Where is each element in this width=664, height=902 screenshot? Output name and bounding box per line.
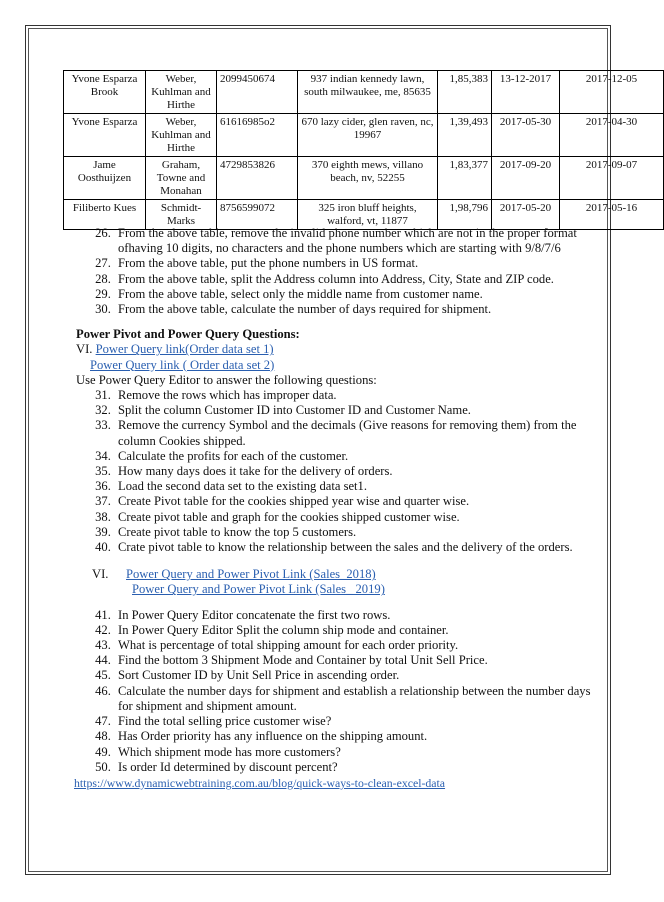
question-item: 29. From the above table, select only the middle name from customer name. — [114, 287, 600, 302]
question-item: 50. Is order Id determined by discount percent? — [114, 760, 600, 775]
table-cell-order-date: 2017-05-20 — [492, 200, 560, 230]
question-item: 39. Create pivot table to know the top 5 customers. — [114, 525, 600, 540]
table-row — [64, 114, 664, 157]
table-cell-ship-date: 2017-05-16 — [560, 200, 664, 230]
section-vi-label: VI. — [92, 567, 109, 582]
question-item: 33. Remove the currency Symbol and the decimals (Give reasons for removing them) from the column Cookies shipped. — [114, 418, 600, 448]
table-cell-address: 670 lazy cider, glen raven, nc, 19967 — [298, 114, 438, 157]
question-item: 34. Calculate the profits for each of the customer. — [114, 449, 600, 464]
question-item: 30. From the above table, calculate the number of days required for shipment. — [114, 302, 600, 317]
customer-table-wrapper — [63, 70, 638, 227]
table-cell-phone: 4729853826 — [217, 157, 298, 200]
spacer — [76, 598, 600, 608]
table-cell-order-date: 2017-05-30 — [492, 114, 560, 157]
questions-list-b — [76, 388, 600, 555]
question-item: 41. In Power Query Editor concatenate the first two rows. — [114, 608, 600, 623]
questions-list-c — [76, 608, 600, 775]
question-item: 49. Which shipment mode has more customers? — [114, 745, 600, 760]
table-cell-order-date: 13-12-2017 — [492, 71, 560, 114]
questions-list-a — [76, 226, 600, 317]
table-cell-company: Weber, Kuhlman and Hirthe — [146, 114, 217, 157]
customer-table — [63, 70, 664, 230]
section-heading: Power Pivot and Power Query Questions: — [76, 327, 300, 342]
document-body — [76, 226, 600, 791]
power-query-link-set1[interactable]: Power Query link(Order data set 1) — [95, 342, 274, 357]
table-cell-sales: 1,98,796 — [438, 200, 492, 230]
question-item: 36. Load the second data set to the existing data set1. — [114, 479, 600, 494]
table-cell-sales: 1,85,383 — [438, 71, 492, 114]
question-item: 35. How many days does it take for the delivery of orders. — [114, 464, 600, 479]
table-cell-sales: 1,83,377 — [438, 157, 492, 200]
table-cell-phone: 61616985o2 — [217, 114, 298, 157]
question-item: 46. Calculate the number days for shipment and establish a relationship between the number days for shipment and shipment amount. — [114, 684, 600, 714]
power-query-link-set2[interactable]: Power Query link ( Order data set 2) — [90, 357, 275, 372]
table-cell-phone: 2099450674 — [217, 71, 298, 114]
table-cell-order-date: 2017-09-20 — [492, 157, 560, 200]
table-cell-ship-date: 2017-12-05 — [560, 71, 664, 114]
table-row — [64, 71, 664, 114]
table-cell-address: 325 iron bluff heights, walford, vt, 11877 — [298, 200, 438, 230]
question-item: 48. Has Order priority has any influence on the shipping amount. — [114, 729, 600, 744]
question-item: 47. Find the total selling price customer wise? — [114, 714, 600, 729]
power-pivot-link-2019[interactable]: Power Query and Power Pivot Link (Sales_ 2019) — [132, 582, 385, 597]
question-item: 37. Create Pivot table for the cookies shipped year wise and quarter wise. — [114, 494, 600, 509]
section-v-line2 — [76, 358, 600, 373]
question-item: 44. Find the bottom 3 Shipment Mode and Container by total Unit Sell Price. — [114, 653, 600, 668]
table-cell-name: Jame Oosthuijzen — [64, 157, 146, 200]
section-vi-line2 — [76, 582, 600, 597]
table-cell-name: Yvone Esparza Brook — [64, 71, 146, 114]
question-item: 45. Sort Customer ID by Unit Sell Price in ascending order. — [114, 668, 600, 683]
section-vi-line1 — [76, 567, 600, 582]
table-cell-company: Schmidt-Marks — [146, 200, 217, 230]
question-item: 27. From the above table, put the phone numbers in US format. — [114, 256, 600, 271]
section-v-label: VI. — [76, 342, 93, 357]
question-item: 32. Split the column Customer ID into Customer ID and Customer Name. — [114, 403, 600, 418]
section-v-line1 — [76, 342, 600, 357]
table-row — [64, 157, 664, 200]
question-item: 28. From the above table, split the Address column into Address, City, State and ZIP code. — [114, 272, 600, 287]
question-item: 31. Remove the rows which has improper data. — [114, 388, 600, 403]
table-cell-phone: 8756599072 — [217, 200, 298, 230]
table-cell-address: 937 indian kennedy lawn, south milwaukee, me, 85635 — [298, 71, 438, 114]
table-cell-company: Weber, Kuhlman and Hirthe — [146, 71, 217, 114]
table-cell-company: Graham, Towne and Monahan — [146, 157, 217, 200]
question-item: 40. Crate pivot table to know the relationship between the sales and the delivery of the orders. — [114, 540, 600, 555]
table-cell-ship-date: 2017-04-30 — [560, 114, 664, 157]
question-item: 26. From the above table, remove the invalid phone number which are not in the proper format ofhaving 10 digits, no characters and the phone numbers which are starting with 9/8/7/6 — [114, 226, 600, 256]
footer-url-link[interactable]: https://www.dynamicwebtraining.com.au/blog/quick-ways-to-clean-excel-data — [74, 775, 446, 790]
table-row — [64, 200, 664, 230]
power-pivot-link-2018[interactable]: Power Query and Power Pivot Link (Sales_2018) — [126, 567, 376, 582]
question-item: 42. In Power Query Editor Split the column ship mode and container. — [114, 623, 600, 638]
section-v-intro: Use Power Query Editor to answer the following questions: — [76, 372, 377, 387]
question-item: 43. What is percentage of total shipping amount for each order priority. — [114, 638, 600, 653]
table-cell-name: Yvone Esparza — [64, 114, 146, 157]
customer-table-body — [64, 71, 664, 230]
footer-link-line — [74, 776, 600, 791]
table-cell-name: Filiberto Kues — [64, 200, 146, 230]
question-item: 38. Create pivot table and graph for the cookies shipped customer wise. — [114, 510, 600, 525]
table-cell-sales: 1,39,493 — [438, 114, 492, 157]
table-cell-ship-date: 2017-09-07 — [560, 157, 664, 200]
table-cell-address: 370 eighth mews, villano beach, nv, 52255 — [298, 157, 438, 200]
